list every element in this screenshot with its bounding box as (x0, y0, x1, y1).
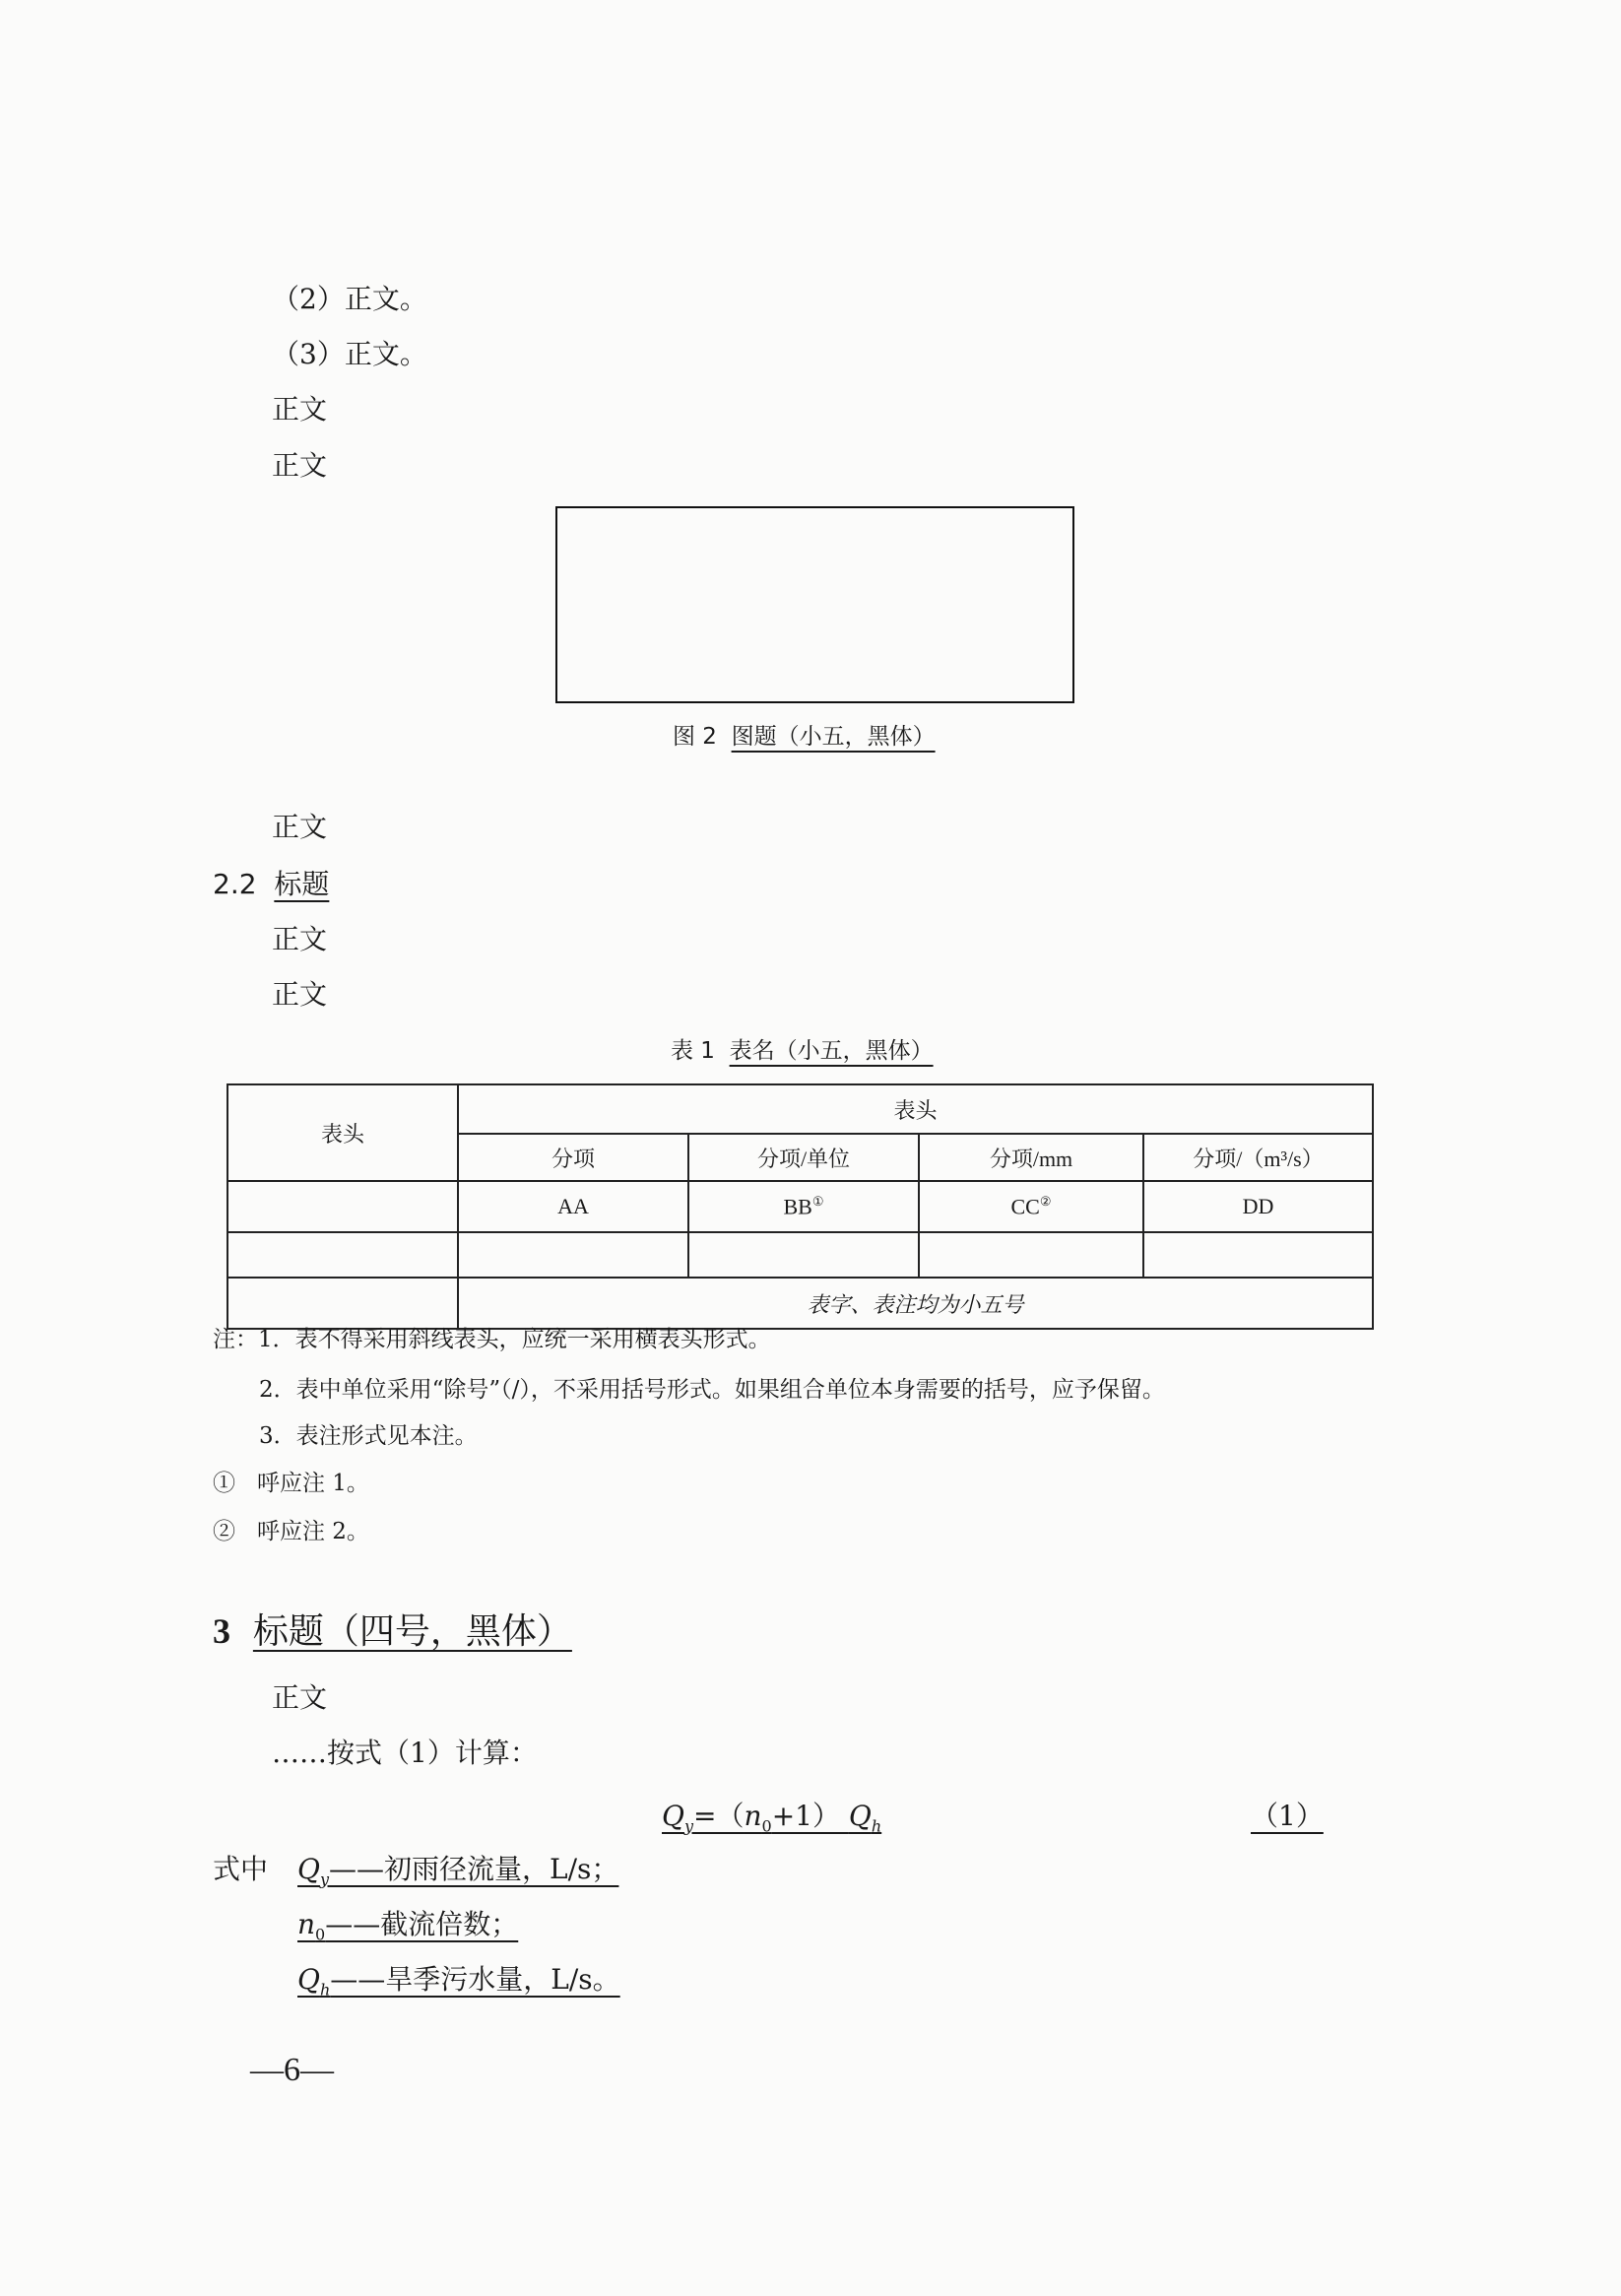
body-text: 正文 (272, 923, 328, 955)
calc-intro: ……按式（1）计算： (272, 1737, 538, 1769)
table-cell (227, 1181, 458, 1232)
subheader-cell: 分项/mm (919, 1134, 1143, 1181)
table-caption (671, 1036, 934, 1066)
subheader-cell: 分项 (458, 1134, 688, 1181)
section-heading-3 (213, 1609, 572, 1654)
callout-mark: ① (213, 1471, 235, 1496)
table-footer-cell: 表字、表注均为小五号 (458, 1278, 1373, 1329)
table-label: 表 1 (671, 1038, 715, 1064)
column-header-cell: 表头 (458, 1084, 1373, 1134)
figure-label: 图 2 (673, 724, 717, 750)
callout-mark: ② (213, 1519, 235, 1544)
variable-definition: $Q_y——$初雨径流量，L/s； (297, 1853, 619, 1889)
paragraph-2: （2）正文。 (272, 283, 427, 315)
table-cell: DD (1143, 1181, 1373, 1232)
section-title: 标题 (274, 868, 330, 900)
note-mark: ② (1039, 1193, 1052, 1209)
body-text: 正文 (272, 449, 328, 482)
variable-definition: $n_0——$截流倍数； (297, 1908, 519, 1944)
callout-note-2: ② 呼应注 2。 (213, 1519, 369, 1544)
table-cell (227, 1278, 458, 1329)
paragraph-3: （3）正文。 (272, 338, 427, 370)
figure-caption (673, 722, 936, 752)
data-table (227, 1083, 1374, 1330)
section-heading-2-2 (213, 867, 329, 902)
section-number: 2.2 (213, 868, 257, 900)
body-text: 正文 (272, 393, 328, 426)
table-cell: CC② (919, 1181, 1143, 1232)
subheader-cell: 分项/单位 (688, 1134, 919, 1181)
page-number: —6— (250, 2052, 334, 2088)
variable-definition: $Q_h——$旱季污水量，L/s。 (297, 1963, 620, 2000)
table-cell (1143, 1232, 1373, 1278)
table-title: 表名（小五，黑体） (729, 1038, 934, 1064)
table-note-2: 2．表中单位采用“除号”（/），不采用括号形式。如果组合单位本身需要的括号，应予保留。 (259, 1377, 1165, 1403)
formula-number: （1） (1251, 1800, 1324, 1832)
callout-note-1: ① 呼应注 1。 (213, 1471, 369, 1496)
row-header-cell: 表头 (227, 1084, 458, 1181)
figure-title: 图题（小五，黑体） (731, 724, 936, 750)
section-title: 标题（四号，黑体） (252, 1611, 572, 1652)
section-number: 3 (213, 1611, 230, 1651)
table-cell (919, 1232, 1143, 1278)
figure-placeholder (555, 506, 1074, 703)
table-cell: BB① (688, 1181, 919, 1232)
table-cell (227, 1232, 458, 1278)
body-text: 正文 (272, 1681, 328, 1714)
table-cell (458, 1232, 688, 1278)
table-note-3: 3．表注形式见本注。 (259, 1423, 478, 1449)
body-text: 正文 (272, 811, 328, 843)
subheader-cell: 分项/（m³/s） (1143, 1134, 1373, 1181)
where-label: 式中 (213, 1853, 269, 1885)
table-cell: AA (458, 1181, 688, 1232)
note-mark: ① (811, 1193, 824, 1209)
formula: $Q_y=(n_0+1)$ $Q_h$ (662, 1800, 882, 1836)
table-note-1: 注：1．表不得采用斜线表头，应统一采用横表头形式。 (213, 1327, 771, 1352)
table-cell (688, 1232, 919, 1278)
body-text: 正文 (272, 978, 328, 1011)
